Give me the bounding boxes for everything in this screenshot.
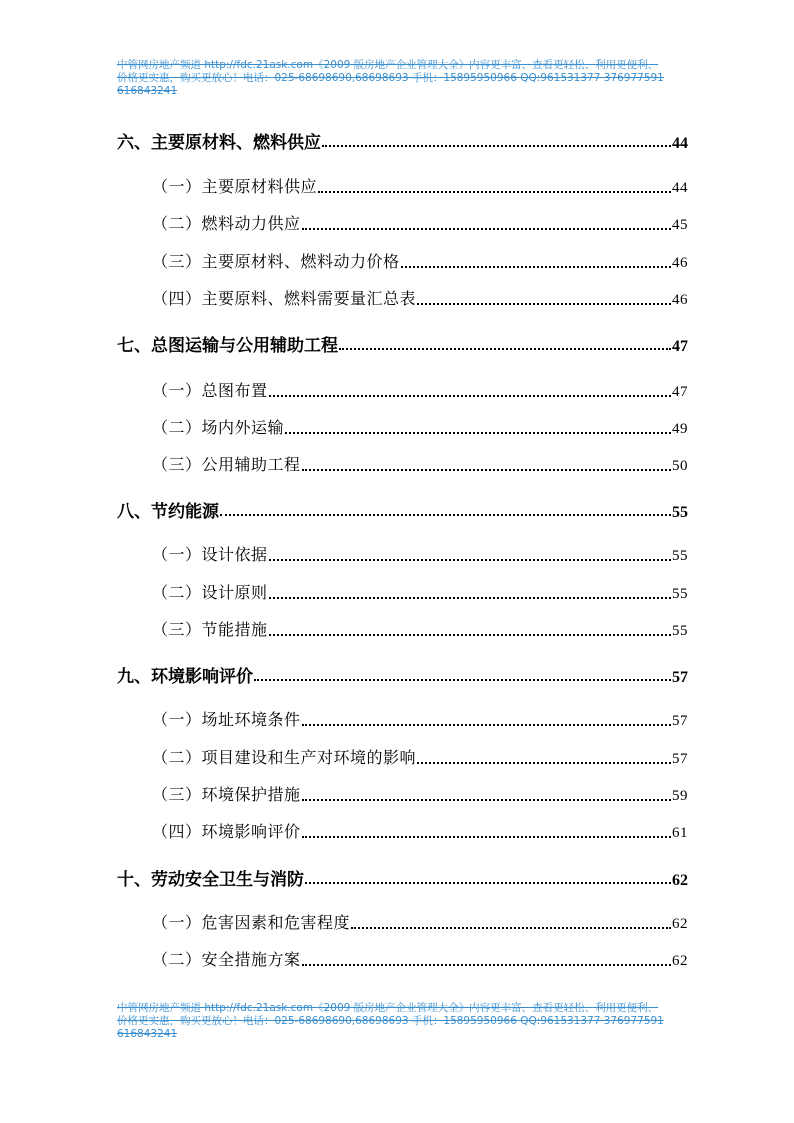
dot-leader: [254, 679, 671, 681]
toc-title: （三）环境保护措施: [152, 785, 301, 804]
toc-page-number: 50: [672, 458, 688, 474]
dot-leader: [220, 514, 671, 516]
dot-leader: [302, 964, 671, 966]
footer-banner-line-2[interactable]: 价格更实惠，购买更放心！电话：025-68698690,68698693 手机：15895950966 QQ:961531377 376977591: [117, 1015, 664, 1027]
toc-title: （四）主要原料、燃料需要量汇总表: [152, 289, 417, 308]
toc-section-9-2[interactable]: [152, 745, 688, 769]
dot-leader: [302, 724, 671, 726]
toc-page-number: 46: [672, 292, 688, 308]
dot-leader: [285, 432, 671, 434]
dot-leader: [302, 799, 671, 801]
toc-title: 七、总图运输与公用辅助工程: [117, 336, 338, 356]
toc-chapter-7[interactable]: [117, 331, 688, 355]
toc-section-6-3[interactable]: [152, 249, 688, 273]
toc-title: （二）场内外运输: [152, 418, 285, 437]
toc-title: （二）燃料动力供应: [152, 214, 301, 233]
toc-title: 九、环境影响评价: [117, 667, 253, 687]
toc-page-number: 49: [672, 421, 688, 437]
toc-section-6-1[interactable]: [152, 174, 688, 198]
toc-chapter-6[interactable]: [117, 128, 688, 152]
toc-title: 十、劳动安全卫生与消防: [117, 870, 304, 890]
toc-title: （一）主要原材料供应: [152, 177, 318, 196]
toc-section-9-3[interactable]: [152, 782, 688, 806]
toc-title: （三）公用辅助工程: [152, 455, 301, 474]
toc-title: （一）危害因素和危害程度: [152, 913, 351, 932]
toc-section-7-2[interactable]: [152, 415, 688, 439]
dot-leader: [269, 395, 671, 397]
footer-banner[interactable]: [117, 1002, 709, 1041]
footer-banner-line-3[interactable]: 616843241: [117, 1028, 178, 1040]
footer-banner-line-1[interactable]: 中管网房地产频道 http://fdc.21ask.com《2009 版房地产企业管理大全》内容更丰富、查看更轻松、利用更便利、: [117, 1002, 659, 1014]
toc-section-9-4[interactable]: [152, 819, 688, 843]
toc-title: （一）总图布置: [152, 381, 268, 400]
toc-page-number: 44: [672, 135, 688, 152]
toc-title: （一）场址环境条件: [152, 710, 301, 729]
dot-leader: [302, 469, 671, 471]
toc-section-7-3[interactable]: [152, 452, 688, 476]
toc-page-number: 45: [672, 217, 688, 233]
toc-section-8-3[interactable]: [152, 617, 688, 641]
toc-section-9-1[interactable]: [152, 707, 688, 731]
toc-page-number: 47: [672, 384, 688, 400]
toc-chapter-8[interactable]: [117, 497, 688, 521]
dot-leader: [302, 836, 671, 838]
toc-title: 八、节约能源: [117, 502, 219, 522]
toc-page-number: 46: [672, 255, 688, 271]
toc-title: （四）环境影响评价: [152, 822, 301, 841]
toc-page-number: 55: [672, 504, 688, 521]
header-banner-line-3[interactable]: 616843241: [117, 85, 178, 97]
dot-leader: [269, 634, 671, 636]
toc-page-number: 55: [672, 623, 688, 639]
toc-title: 六、主要原材料、燃料供应: [117, 133, 321, 153]
toc-title: （三）节能措施: [152, 620, 268, 639]
dot-leader: [417, 303, 671, 305]
dot-leader: [302, 228, 671, 230]
toc-page-number: 55: [672, 548, 688, 564]
toc-section-6-2[interactable]: [152, 211, 688, 235]
toc-page-number: 57: [672, 669, 688, 686]
toc-page-number: 62: [672, 916, 688, 932]
dot-leader: [339, 348, 671, 350]
header-banner-line-2[interactable]: 价格更实惠，购买更放心！电话：025-68698690,68698693 手机：15895950966 QQ:961531377 376977591: [117, 72, 664, 84]
dot-leader: [269, 597, 671, 599]
dot-leader: [351, 927, 671, 929]
toc-page-number: 57: [672, 713, 688, 729]
toc-section-10-2[interactable]: [152, 947, 688, 971]
toc-section-8-1[interactable]: [152, 542, 688, 566]
toc-title: （一）设计依据: [152, 545, 268, 564]
toc-section-6-4[interactable]: [152, 286, 688, 310]
toc-title: （二）项目建设和生产对环境的影响: [152, 748, 417, 767]
toc-page-number: 44: [672, 180, 688, 196]
toc-page-number: 61: [672, 825, 688, 841]
toc-chapter-9[interactable]: [117, 662, 688, 686]
toc-chapter-10[interactable]: [117, 865, 688, 889]
dot-leader: [269, 559, 671, 561]
toc-section-7-1[interactable]: [152, 378, 688, 402]
toc-page-number: 62: [672, 953, 688, 969]
toc-section-8-2[interactable]: [152, 580, 688, 604]
toc-title: （二）安全措施方案: [152, 950, 301, 969]
dot-leader: [305, 882, 671, 884]
dot-leader: [322, 145, 671, 147]
toc-page-number: 47: [672, 338, 688, 355]
dot-leader: [417, 762, 671, 764]
toc-page-number: 59: [672, 788, 688, 804]
toc-title: （三）主要原材料、燃料动力价格: [152, 252, 400, 271]
toc-page-number: 55: [672, 586, 688, 602]
toc-page-number: 62: [672, 872, 688, 889]
toc-title: （二）设计原则: [152, 583, 268, 602]
toc-section-10-1[interactable]: [152, 910, 688, 934]
header-banner-line-1[interactable]: 中管网房地产频道 http://fdc.21ask.com《2009 版房地产企业管理大全》内容更丰富、查看更轻松、利用更便利、: [117, 59, 659, 71]
dot-leader: [401, 266, 671, 268]
toc-page-number: 57: [672, 751, 688, 767]
dot-leader: [318, 191, 671, 193]
